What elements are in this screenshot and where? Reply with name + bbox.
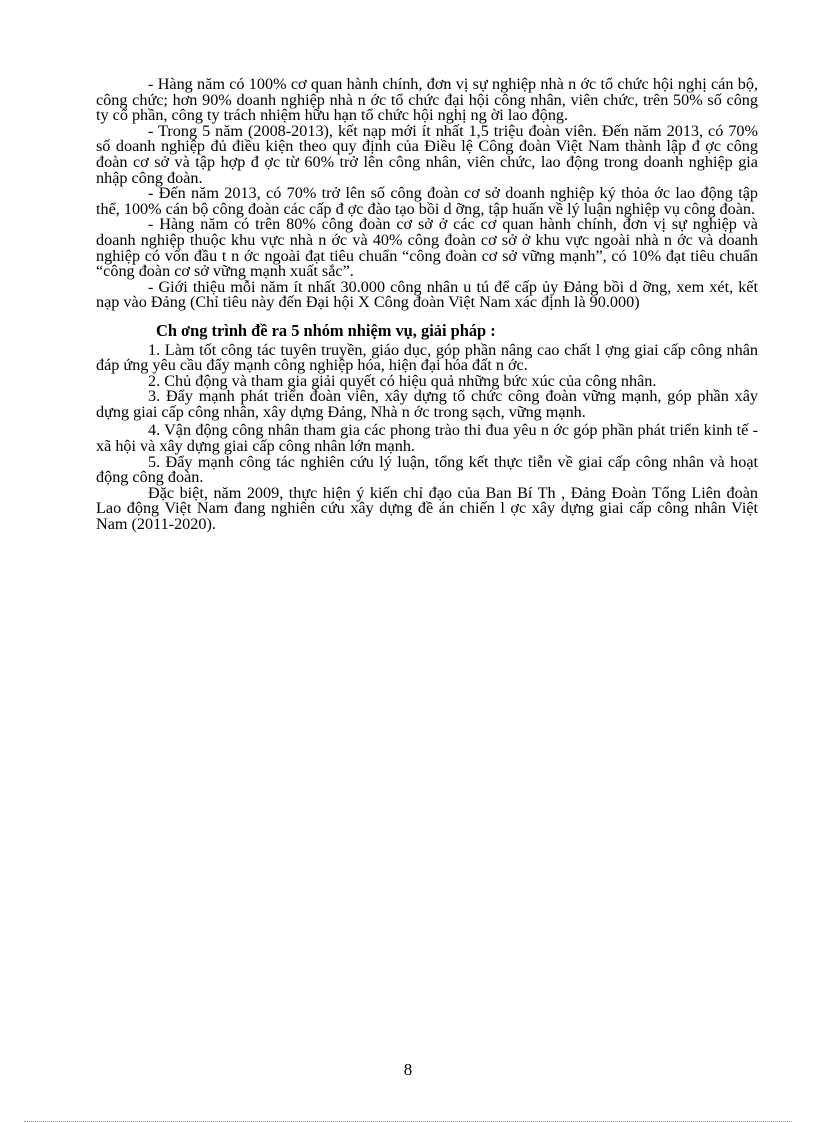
section-heading: Ch ơng trình đề ra 5 nhóm nhiệm vụ, giải pháp :: [156, 320, 496, 340]
closing-paragraph: Đặc biệt, năm 2009, thực hiện ý kiến chỉ đạo của Ban Bí Th , Đảng Đoàn Tổng Liên đoàn Lao động Việt Nam đang nghiên cứu xây dựng đề án chiến l ợc xây dựng giai cấp công nhân Việt Nam (2011-2020).: [96, 483, 758, 534]
task-item: 3. Đẩy mạnh phát triển đoàn viên, xây dựng tổ chức công đoàn vững mạnh, góp phần xây dựng giai cấp công nhân, xây dựng Đảng, Nhà n ớc trong sạch, vững mạnh.: [96, 387, 758, 421]
bullet-paragraph: - Giới thiệu mỗi năm ít nhất 30.000 công nhân u tú để cấp ủy Đảng bồi d ỡng, xem xét, kết nạp vào Đảng (Chỉ tiêu này đến Đại hội X Công đoàn Việt Nam xác định là 90.000): [96, 277, 758, 312]
bullet-paragraph: - Hàng năm có trên 80% công đoàn cơ sở ở các cơ quan hành chính, đơn vị sự nghiệp và doanh nghiệp thuộc khu vực nhà n ớc và 40% công đoàn cơ sở ở khu vực ngoài nhà n ớc và doanh nghiệp có vốn đầu t n ớc ngoài đạt tiêu chuẩn “công đoàn cơ sở vững mạnh”, có 10% đạt tiêu chuẩn “công đoàn cơ sở vững mạnh xuất sắc”.: [96, 215, 758, 281]
bullet-paragraph: - Trong 5 năm (2008-2013), kết nạp mới ít nhất 1,5 triệu đoàn viên. Đến năm 2013, có 70% số doanh nghiệp đủ điều kiện theo quy định của Điều lệ Công đoàn Việt Nam thành lập đ ợc công đoàn cơ sở và tập hợp đ ợc từ 60% trở lên công nhân, viên chức, lao động trong doanh nghiệp gia nhập công đoàn.: [96, 121, 758, 187]
task-item: 5. Đẩy mạnh công tác nghiên cứu lý luận, tổng kết thực tiễn về giai cấp công nhân và hoạt động công đoàn.: [96, 452, 758, 487]
footer-divider: [24, 1121, 792, 1122]
bullet-paragraph: - Đến năm 2013, có 70% trở lên số công đoàn cơ sở doanh nghiệp ký thỏa ớc lao động tập thể, 100% cán bộ công đoàn các cấp đ ợc đào tạo bồi d ỡng, tập huấn về lý luận nghiệp vụ công đoàn.: [96, 184, 758, 218]
task-item: 4. Vận động công nhân tham gia các phong trào thi đua yêu n ớc góp phần phát triển kinh tế - xã hội và xây dựng giai cấp công nhân lớn mạnh.: [96, 421, 758, 456]
page-number: 8: [403, 1060, 413, 1079]
task-item: 2. Chủ động và tham gia giải quyết có hiệu quả những bức xúc của công nhân.: [148, 371, 657, 390]
page-body: [96, 77, 758, 533]
bullet-paragraph: - Hàng năm có 100% cơ quan hành chính, đơn vị sự nghiệp nhà n ớc tổ chức hội nghị cán bộ, công chức; hơn 90% doanh nghiệp nhà n ớc tổ chức đại hội công nhân, viên chức, trên 50% số công ty cổ phần, công ty trách nhiệm hữu hạn tổ chức hội nghị ng ời lao động.: [96, 75, 758, 125]
task-item: 1. Làm tốt công tác tuyên truyền, giáo dục, góp phần nâng cao chất l ợng giai cấp công nhân đáp ứng yêu cầu đẩy mạnh công nghiệp hóa, hiện đại hóa đất n ớc.: [96, 340, 758, 375]
